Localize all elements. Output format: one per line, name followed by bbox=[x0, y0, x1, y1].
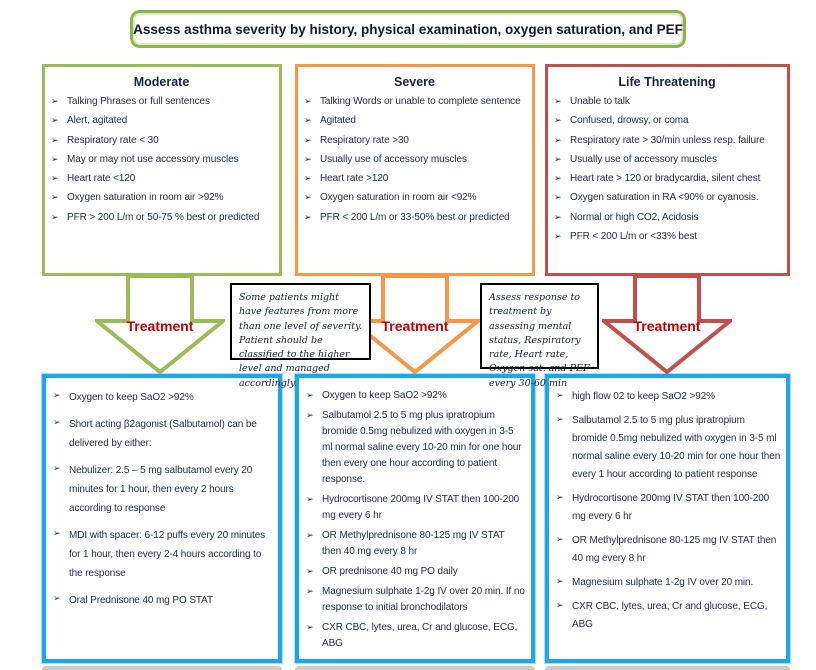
criteria-item bbox=[304, 171, 525, 186]
arrow-bullet-icon: ➢ bbox=[554, 115, 562, 126]
arrow-bullet-icon: ➢ bbox=[304, 134, 312, 145]
arrow-bullet-icon: ➢ bbox=[53, 390, 61, 400]
treatment-text: Nebulizer: 2.5 – 5 mg salbutamol every 20 minutes for 1 hour, then every 2 hours according to response bbox=[69, 465, 253, 514]
severity-box-life-threatening bbox=[545, 64, 790, 276]
cut-off-box-hint bbox=[545, 666, 790, 670]
arrow-bullet-icon: ➢ bbox=[556, 576, 564, 586]
treatment-text: Oxygen to keep SaO2 >92% bbox=[322, 390, 447, 401]
treatment-text: OR Methylprednisone 80-125 mg IV STAT then 40 mg every 8 hr bbox=[322, 530, 505, 557]
treatment-item bbox=[556, 574, 781, 592]
severity-heading-moderate: Moderate bbox=[133, 75, 190, 89]
criteria-item bbox=[554, 171, 780, 186]
arrow-bullet-icon: ➢ bbox=[53, 463, 61, 473]
arrow-bullet-icon: ➢ bbox=[554, 134, 562, 145]
treatment-text: high flow 02 to keep SaO2 >92% bbox=[572, 391, 715, 402]
arrow-bullet-icon: ➢ bbox=[554, 96, 562, 106]
treatment-text: CXR CBC, lytes, urea, Cr and glucose, ECG, ABG bbox=[322, 622, 518, 649]
criteria-text: PFR < 200 L/m or 33-50% best or predicted bbox=[320, 211, 510, 223]
criteria-item bbox=[51, 94, 272, 109]
treatment-text: OR Methylprednisone 80-125 mg IV STAT then 40 mg every 8 hr bbox=[572, 535, 777, 564]
treatment-item bbox=[556, 412, 781, 484]
treatment-text: Short acting β2agonist (Salbutamol) can be delivered by either: bbox=[69, 419, 257, 449]
criteria-text: Talking Phrases or full sentences bbox=[67, 96, 210, 107]
treatment-item bbox=[53, 591, 273, 610]
arrow-bullet-icon: ➢ bbox=[304, 192, 312, 203]
treatment-item bbox=[556, 388, 781, 406]
arrow-bullet-icon: ➢ bbox=[556, 414, 564, 424]
severity-box-severe bbox=[295, 64, 535, 276]
criteria-text: Confused, drowsy, or coma bbox=[570, 115, 689, 127]
criteria-item bbox=[51, 133, 272, 148]
criteria-text: Talking Words or unable to complete sentence bbox=[320, 96, 521, 107]
arrow-bullet-icon: ➢ bbox=[554, 211, 562, 222]
criteria-item bbox=[554, 152, 780, 167]
criteria-item bbox=[304, 152, 525, 167]
life-threatening-treatment-list bbox=[556, 388, 781, 634]
arrow-bullet-icon: ➢ bbox=[304, 96, 312, 106]
arrow-bullet-icon: ➢ bbox=[556, 534, 564, 544]
treatment-text: CXR CBC, lytes, urea, Cr and glucose, ECG, ABG bbox=[572, 601, 768, 630]
criteria-text: Usually use of accessory muscles bbox=[320, 153, 467, 165]
criteria-text: Heart rate > 120 or bradycardia, silent chest bbox=[570, 173, 761, 185]
moderate-criteria-list bbox=[51, 94, 272, 225]
arrow-bullet-icon: ➢ bbox=[554, 153, 562, 164]
treatment-text: Salbutamol 2.5 to 5 mg plus ipratropium bromide 0.5mg nebulized with oxygen in 3-5 ml normal saline every 10-20 min for one hour then every one hour according to patient response. bbox=[322, 410, 522, 485]
treatment-text: MDI with spacer: 6-12 puffs every 20 minutes for 1 hour, then every 2-4 hours according to the response bbox=[69, 530, 266, 579]
treatment-item bbox=[53, 526, 273, 583]
treatment-text: Magnesium sulphate 1-2g IV over 20 min. If no response to initial bronchodilators bbox=[322, 586, 525, 613]
treatment-item bbox=[306, 584, 526, 616]
arrow-bullet-icon: ➢ bbox=[554, 173, 562, 184]
criteria-text: Oxygen saturation in room air <92% bbox=[320, 192, 477, 204]
criteria-item bbox=[554, 133, 780, 148]
treatment-item bbox=[556, 598, 781, 634]
severity-box-moderate bbox=[42, 64, 282, 276]
treatment-text: OR prednisone 40 mg PO daily bbox=[322, 566, 458, 577]
arrow-bullet-icon: ➢ bbox=[53, 417, 61, 427]
arrow-bullet-icon: ➢ bbox=[304, 211, 312, 222]
arrow-bullet-icon: ➢ bbox=[306, 410, 314, 420]
criteria-item bbox=[554, 229, 780, 244]
criteria-item bbox=[51, 210, 272, 225]
arrow-bullet-icon: ➢ bbox=[554, 192, 562, 203]
arrow-bullet-icon: ➢ bbox=[304, 115, 312, 126]
arrow-bullet-icon: ➢ bbox=[556, 390, 564, 400]
criteria-item bbox=[304, 94, 525, 109]
treatment-item bbox=[306, 408, 526, 488]
treatment-text: Oxygen to keep SaO2 >92% bbox=[69, 392, 194, 403]
arrow-bullet-icon: ➢ bbox=[51, 134, 59, 145]
criteria-text: Normal or high CO2, Acidosis bbox=[570, 211, 699, 223]
criteria-item bbox=[51, 171, 272, 186]
arrow-bullet-icon: ➢ bbox=[306, 566, 314, 576]
arrow-bullet-icon: ➢ bbox=[556, 492, 564, 502]
criteria-item bbox=[554, 210, 780, 225]
treatment-item bbox=[306, 620, 526, 652]
treatment-text: Salbutamol 2.5 to 5 mg plus ipratropium bromide 0.5mg nebulized with oxygen in 3-5 ml normal saline every 10-20 min for one hour then every 1 hour according to patient response bbox=[572, 415, 781, 480]
treatment-arrow-moderate bbox=[95, 274, 225, 374]
criteria-text: PFR < 200 L/m or <33% best bbox=[570, 231, 697, 243]
criteria-text: Oxygen saturation in room air >92% bbox=[67, 192, 224, 204]
page-title: Assess asthma severity by history, physical examination, oxygen saturation, and PEF bbox=[130, 10, 686, 48]
treatment-box-severe bbox=[295, 374, 535, 663]
arrow-bullet-icon: ➢ bbox=[306, 530, 314, 540]
arrow-bullet-icon: ➢ bbox=[556, 600, 564, 610]
treatment-item bbox=[53, 415, 273, 453]
criteria-text: PFR > 200 L/m or 50-75 % best or predicted bbox=[67, 211, 260, 223]
treatment-arrow-life-threatening bbox=[602, 274, 732, 374]
criteria-item bbox=[304, 210, 525, 225]
treatment-item bbox=[306, 528, 526, 560]
treatment-arrow-label: Treatment bbox=[126, 318, 194, 334]
criteria-item bbox=[554, 190, 780, 205]
criteria-item bbox=[304, 190, 525, 205]
criteria-item bbox=[304, 133, 525, 148]
severity-heading-life-threatening: Life Threatening bbox=[618, 75, 716, 89]
criteria-text: Alert, agitated bbox=[67, 115, 128, 127]
arrow-bullet-icon: ➢ bbox=[554, 231, 562, 242]
arrow-bullet-icon: ➢ bbox=[53, 528, 61, 538]
arrow-bullet-icon: ➢ bbox=[51, 173, 59, 184]
treatment-text: Oral Prednisone 40 mg PO STAT bbox=[69, 595, 214, 606]
moderate-treatment-list bbox=[53, 388, 273, 610]
arrow-bullet-icon: ➢ bbox=[306, 390, 314, 400]
arrow-bullet-icon: ➢ bbox=[304, 173, 312, 184]
arrow-bullet-icon: ➢ bbox=[51, 115, 59, 126]
criteria-text: Respiratory rate >30 bbox=[320, 134, 409, 146]
arrow-bullet-icon: ➢ bbox=[53, 593, 61, 603]
treatment-text: Hydrocortisone 200mg IV STAT then 100-200 mg every 6 hr bbox=[572, 493, 770, 522]
criteria-text: Oxygen saturation in RA <90% or cyanosis. bbox=[570, 192, 759, 204]
criteria-text: Respiratory rate < 30 bbox=[67, 134, 159, 146]
severity-heading-severe: Severe bbox=[393, 75, 435, 89]
arrow-bullet-icon: ➢ bbox=[51, 153, 59, 164]
treatment-box-moderate bbox=[42, 374, 282, 663]
note-box-reassessment: Assess response to treatment by assessing mental status, Respiratory rate, Heart rate, Oxygen sat. and PEF every 30-60 min bbox=[480, 283, 599, 369]
arrow-bullet-icon: ➢ bbox=[306, 586, 314, 596]
treatment-item bbox=[556, 532, 781, 568]
criteria-item bbox=[51, 152, 272, 167]
treatment-item bbox=[306, 492, 526, 524]
treatment-text: Magnesium sulphate 1-2g IV over 20 min. bbox=[572, 577, 754, 588]
life-threatening-criteria-list bbox=[554, 94, 780, 244]
criteria-text: Agitated bbox=[320, 115, 356, 127]
treatment-item bbox=[53, 461, 273, 518]
criteria-item bbox=[304, 113, 525, 128]
criteria-text: Usually use of accessory muscles bbox=[570, 153, 717, 165]
criteria-item bbox=[554, 113, 780, 128]
treatment-arrow-label: Treatment bbox=[381, 318, 449, 334]
criteria-text: Heart rate >120 bbox=[320, 173, 389, 185]
criteria-text: Respiratory rate > 30/min unless resp. failure bbox=[570, 134, 765, 146]
arrow-bullet-icon: ➢ bbox=[51, 96, 59, 106]
treatment-text: Hydrocortisone 200mg IV STAT then 100-200 mg every 6 hr bbox=[322, 494, 520, 521]
arrow-bullet-icon: ➢ bbox=[306, 494, 314, 504]
severe-treatment-list bbox=[306, 388, 526, 652]
arrow-bullet-icon: ➢ bbox=[304, 153, 312, 164]
criteria-text: Unable to talk bbox=[570, 96, 630, 107]
criteria-item bbox=[554, 94, 780, 109]
arrow-bullet-icon: ➢ bbox=[306, 622, 314, 632]
cut-off-box-hint bbox=[295, 666, 535, 670]
criteria-item bbox=[51, 190, 272, 205]
treatment-item bbox=[306, 564, 526, 580]
treatment-item bbox=[556, 490, 781, 526]
arrow-bullet-icon: ➢ bbox=[51, 192, 59, 203]
criteria-item bbox=[51, 113, 272, 128]
treatment-box-life-threatening bbox=[545, 374, 790, 663]
criteria-text: May or may not use accessory muscles bbox=[67, 153, 239, 165]
note-box-classification: Some patients might have features from more than one level of severity. Patient should be classified to the higher level and managed accordingly. bbox=[230, 283, 371, 360]
cut-off-box-hint bbox=[42, 666, 282, 670]
treatment-item bbox=[53, 388, 273, 407]
treatment-arrow-label: Treatment bbox=[633, 318, 701, 334]
criteria-text: Heart rate <120 bbox=[67, 173, 136, 185]
severe-criteria-list bbox=[304, 94, 525, 225]
arrow-bullet-icon: ➢ bbox=[51, 211, 59, 222]
